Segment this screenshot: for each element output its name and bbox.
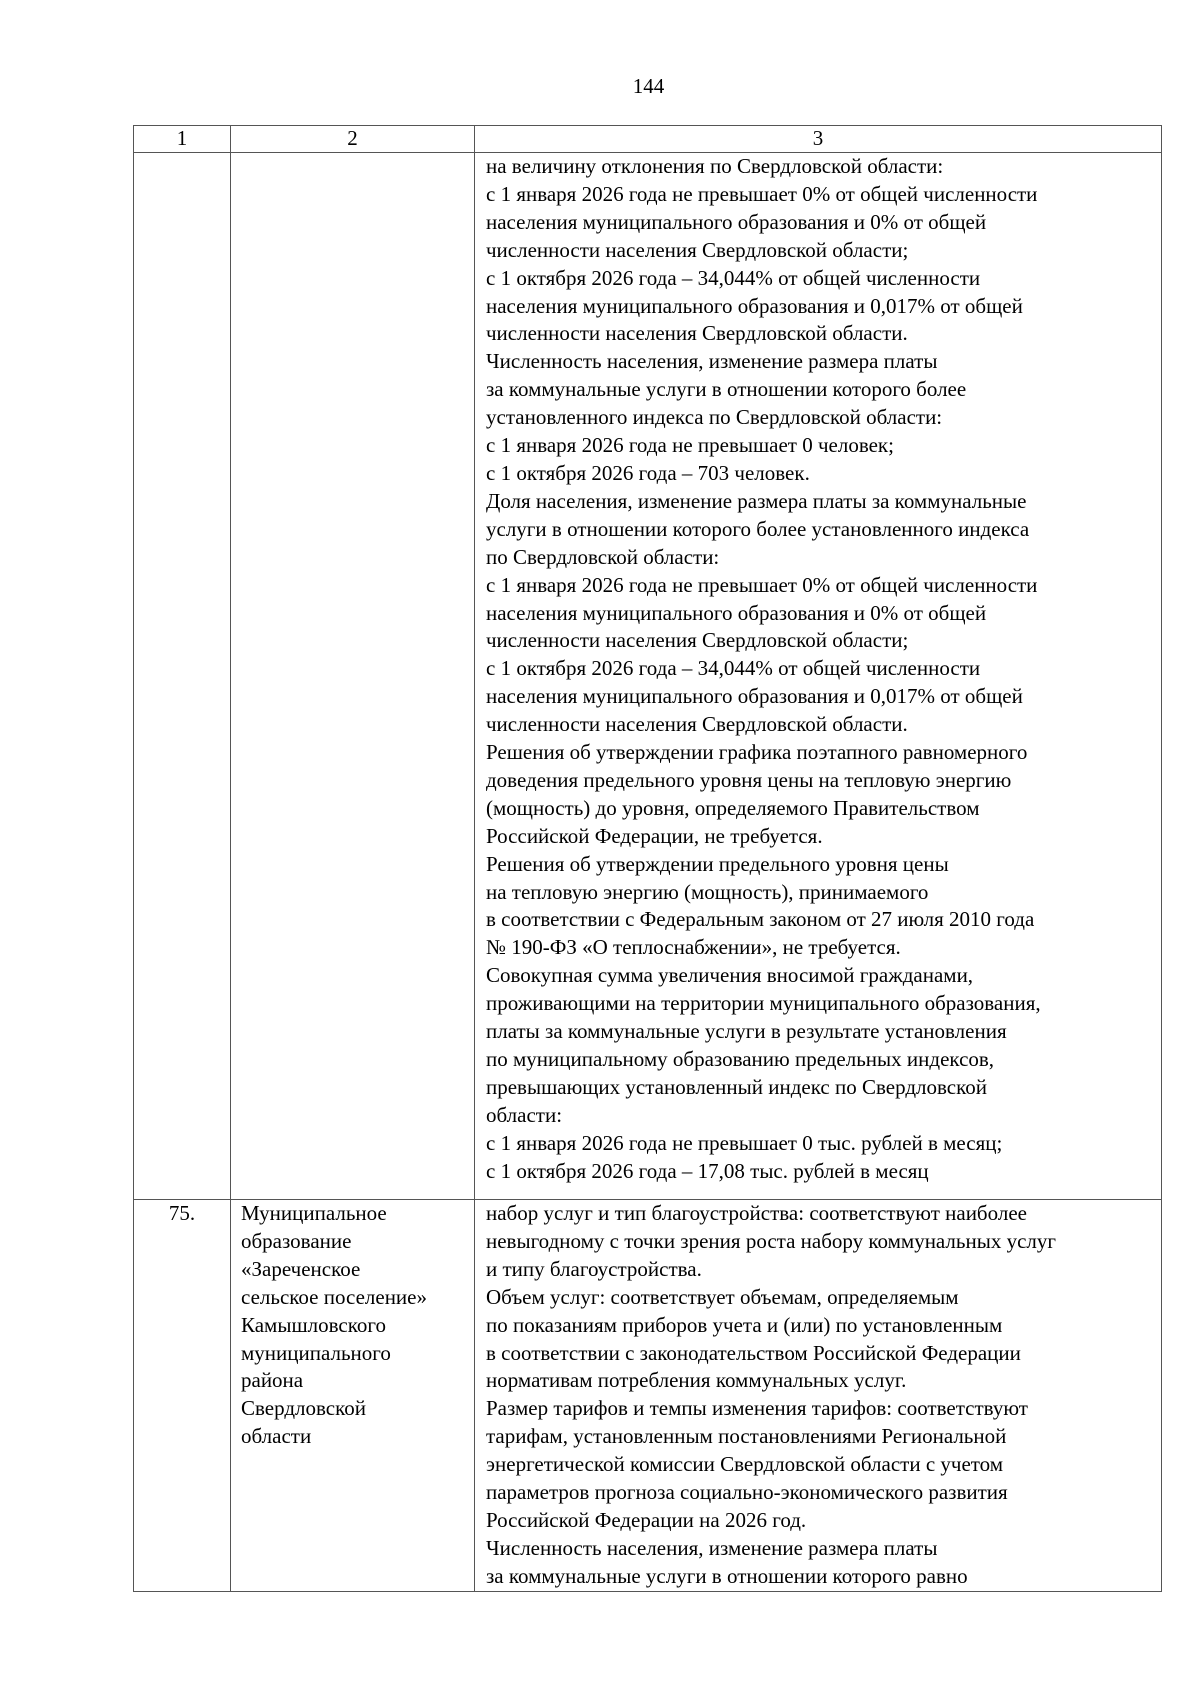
row-number-cell: [134, 153, 231, 1200]
row-text-line: населения муниципального образования и 0,017% от общей: [486, 684, 1023, 709]
row-text-line: на величину отклонения по Свердловской области:: [486, 154, 944, 178]
row-text-line: населения муниципального образования и 0% от общей: [486, 209, 987, 234]
municipality-name-line: Камышловского: [241, 1312, 386, 1337]
municipality-name-line: сельское поселение»: [241, 1284, 427, 1309]
row-text-line: по Свердловской области:: [486, 544, 720, 569]
row-text-line: численности населения Свердловской области;: [486, 237, 909, 262]
row-text-line: (мощность) до уровня, определяемого Правительством: [486, 795, 980, 820]
row-text-line: с 1 января 2026 года не превышает 0 человек;: [486, 433, 894, 458]
row-text-line: набор услуг и тип благоустройства: соответствуют наиболее: [486, 1201, 1027, 1225]
row-text-line: области:: [486, 1102, 563, 1127]
row-text-line: Размер тарифов и темпы изменения тарифов: соответствуют: [486, 1396, 1028, 1421]
row-text-line: в соответствии с Федеральным законом от 27 июля 2010 года: [486, 907, 1035, 932]
row-text-line: Российской Федерации, не требуется.: [486, 823, 823, 848]
row-text-line: с 1 октября 2026 года – 34,044% от общей численности: [486, 265, 981, 290]
row-text-line: проживающими на территории муниципального образования,: [486, 991, 1041, 1016]
row-text-line: и типу благоустройства.: [486, 1256, 702, 1281]
row-text-line: доведения предельного уровня цены на тепловую энергию: [486, 767, 1012, 792]
table-row: [134, 153, 1162, 1200]
page-number: 144: [632, 74, 665, 98]
row-text-line: за коммунальные услуги в отношении которого равно: [486, 1563, 968, 1588]
row-text-line: по муниципальному образованию предельных индексов,: [486, 1047, 995, 1071]
row-text-cell: [475, 153, 1162, 1200]
row-text-line: Решения об утверждении графика поэтапного равномерного: [486, 740, 1028, 765]
row-text-line: Объем услуг: соответствует объемам, определяемым: [486, 1284, 959, 1309]
row-text-line: по показаниям приборов учета и (или) по установленным: [486, 1312, 1003, 1337]
row-text-line: Численность населения, изменение размера платы: [486, 1535, 938, 1560]
row-text-line: услуги в отношении которого более установленного индекса: [486, 516, 1030, 541]
municipality-name-cell: [231, 1200, 475, 1592]
row-text-line: Доля населения, изменение размера платы за коммунальные: [486, 488, 1027, 513]
header-col-2: 2: [231, 126, 475, 153]
row-text-line: за коммунальные услуги в отношении которого более: [486, 377, 967, 402]
row-text-line: с 1 января 2026 года не превышает 0 тыс. рублей в месяц;: [486, 1130, 1003, 1155]
row-text-line: с 1 октября 2026 года – 17,08 тыс. рублей в месяц: [486, 1158, 929, 1183]
document-table: [133, 125, 1162, 1592]
row-text-line: установленного индекса по Свердловской области:: [486, 405, 943, 430]
row-text-line: с 1 января 2026 года не превышает 0% от общей численности: [486, 181, 1038, 206]
row-text-line: населения муниципального образования и 0% от общей: [486, 600, 987, 625]
row-number-cell: 75.: [134, 1200, 231, 1592]
row-text-line: численности населения Свердловской области.: [486, 712, 908, 737]
row-text-line: Численность населения, изменение размера платы: [486, 349, 938, 374]
table-header-row: [134, 126, 1162, 153]
row-text-line: превышающих установленный индекс по Свердловской: [486, 1074, 987, 1099]
municipality-name-line: области: [241, 1424, 312, 1449]
row-text-line: невыгодному с точки зрения роста набору коммунальных услуг: [486, 1228, 1057, 1253]
row-text-line: нормативам потребления коммунальных услуг.: [486, 1368, 907, 1393]
municipality-name-line: образование: [241, 1228, 352, 1253]
row-text-line: численности населения Свердловской области;: [486, 628, 909, 653]
row-text-line: на тепловую энергию (мощность), принимаемого: [486, 879, 929, 904]
row-text-line: Совокупная сумма увеличения вносимой гражданами,: [486, 963, 974, 988]
row-text-line: с 1 октября 2026 года – 34,044% от общей численности: [486, 656, 981, 681]
row-text-line: платы за коммунальные услуги в результате установления: [486, 1019, 1007, 1044]
row-text-line: № 190-ФЗ «О теплоснабжении», не требуется.: [486, 935, 901, 960]
header-col-3: 3: [475, 126, 1162, 153]
row-text-line: с 1 января 2026 года не превышает 0% от общей численности: [486, 572, 1038, 597]
row-text-cell: [475, 1200, 1162, 1592]
municipality-name-line: района: [241, 1368, 304, 1393]
row-text-line: энергетической комиссии Свердловской области с учетом: [486, 1452, 1004, 1477]
row-text-line: тарифам, установленным постановлениями Региональной: [486, 1424, 1007, 1449]
row-text-line: Решения об утверждении предельного уровня цены: [486, 851, 949, 876]
municipality-name-cell: [231, 153, 475, 1200]
municipality-name-line: муниципального: [241, 1340, 391, 1365]
municipality-name-line: Свердловской: [241, 1396, 366, 1421]
table-row: [134, 1200, 1162, 1592]
row-text-line: населения муниципального образования и 0,017% от общей: [486, 293, 1023, 318]
row-text-line: параметров прогноза социально-экономического развития: [486, 1480, 1008, 1505]
row-text-line: с 1 октября 2026 года – 703 человек.: [486, 460, 810, 485]
row-text-line: Российской Федерации на 2026 год.: [486, 1507, 807, 1532]
row-text-line: в соответствии с законодательством Российской Федерации: [486, 1340, 1021, 1365]
header-col-1: 1: [134, 126, 231, 153]
municipality-name-line: Муниципальное: [241, 1201, 387, 1225]
row-text-line: численности населения Свердловской области.: [486, 321, 908, 346]
municipality-name-line: «Зареченское: [241, 1256, 361, 1281]
